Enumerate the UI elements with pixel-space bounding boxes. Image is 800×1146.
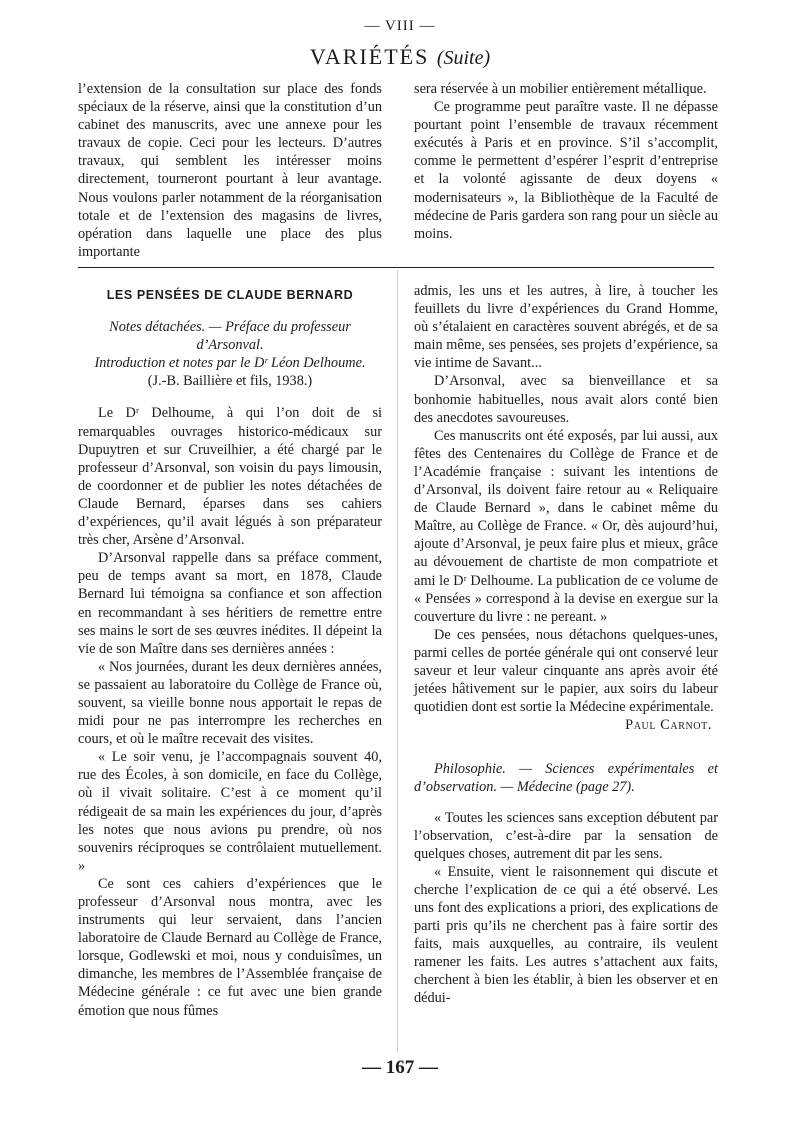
philosophy-reference: Philosophie. — Sciences expérimentales et d’observation. — Médecine (page 27). [414,761,718,796]
top-left-paragraph: l’extension de la consultation sur place des fonds spéciaux de la réserve, ainsi que la constitution d’un cabinet des manuscrits, avec une annexe pour les travaux de copie. Ceci pour les lecteurs. D’autres travaux, qui semblent les intéresser moins directement, tourneront pourtant à leur avantage. Nous voulons parler notamment de la réorganisation totale et de l’extension des magasins de livres, opération dans laquelle une place des plus importante [78,81,382,260]
top-left-column [78,80,382,261]
section-number: — VIII — [364,18,436,34]
title-suite: (Suite) [436,47,491,69]
article-paragraph: Ces manuscrits ont été exposés, par lui aussi, aux fêtes des Centenaires du Collège de France et de l’Académie française : suivant les intentions de d’Arsonval, ils doivent faire retour au « Reliquaire de Claude Bernard », dans le cabinet même du Maître, au Collège de France. « Or, dès aujourd’hui, ajoute d’Arsonval, je peux faire plus et mieux, grâce au dévouement de chartiste de mon compatriote et ami le Dʳ Delhoume. La publication de ce volume de « Pensées » correspond à la devise en exergue sur la couverture du livre : ne pereant. » [414,427,718,625]
article-paragraph: « Le soir venu, je l’accompagnais souvent 40, rue des Écoles, à son domicile, en face du Collège, où il vivait solitaire. C’est à ce moment qu’il rédigeait de sa main les expériences du jour, d’après les notes que nous avions pu prendre, où nos souvenirs réciproques se contrôlaient mutuellement. » [78,749,382,874]
column-rule [397,270,398,1052]
article-paragraph: admis, les uns et les autres, à lire, à toucher les feuillets du livre d’expériences du Grand Homme, où s’étalaient en caractères souvent abrégés, et de sa main même, ses pensées, ses projets d’expérience, sa vie intime de Savant... [414,283,718,372]
article-paragraph: D’Arsonval, avec sa bienveillance et sa bonhomie habituelles, nous avait alors conté bien des anecdotes savoureuses. [414,373,718,426]
article-paragraph: De ces pensées, nous détachons quelques-unes, parmi celles de portée générale qui ont conservé leur saveur et leur valeur cinquante ans après avoir été jetées hâtivement sur le papier, aux soirs du labeur quotidien dont est sortie la Médecine expérimentale. [414,626,718,716]
quote-paragraph: « Toutes les sciences sans exception débutent par l’observation, c’est-à-dire par la sensation de quelques choses, autrement dit par les sens. [414,809,718,862]
article-heading: LES PENSÉES DE CLAUDE BERNARD [106,288,354,302]
top-right-column [414,80,718,243]
reference-line-2: Introduction et notes par le Dʳ Léon Delhoume. [94,355,366,372]
author-signature: Paul Carnot. [625,717,712,734]
reference-line-1: Notes détachées. — Préface du professeur d’Arsonval. [109,319,351,354]
article-paragraph: « Nos journées, durant les deux dernières années, se passaient au laboratoire du Collège de France où, souvent, sa vieille bonne nous apportait le repas de midi pour ne pas interrompre les recherches en cours, et où le maître recevait des visites. [78,658,382,748]
article-left-column [78,282,382,1020]
page-number: — 167 — [362,1057,438,1078]
article-paragraph: Ce sont ces cahiers d’expériences que le professeur d’Arsonval nous montra, avec les instruments qui leur servaient, dans l’ancien laboratoire de Claude Bernard au Collège de France, lorsque, Godlewski et moi, nous y conduisîmes, un dimanche, les membres de l’Assemblée française de Médecine générale : ce fut avec une bien grande émotion que nous fûmes [78,875,382,1019]
article-paragraph: D’Arsonval rappelle dans sa préface comment, peu de temps avant sa mort, en 1878, Claude Bernard lui témoigna sa confiance et son affection en recommandant à ses héritiers de remettre entre ses mains le sort de ses œuvres inédites. Il dépeint la vie de son Maître dans ses dernières années : [78,550,382,657]
quote-paragraph: « Ensuite, vient le raisonnement qui discute et cherche l’explication de ce qui a été observé. Les uns font des explications a priori, des explications de parti pris qu’ils ne cherchent pas à faire sortir des faits, mais auxquelles, au contraire, ils veulent ramener les faits. Les autres s’attachent aux faits, cherchent à bien les établir, à bien les observer et en dédui- [414,863,718,1007]
section-divider [78,267,714,268]
article-paragraph: Le Dʳ Delhoume, à qui l’on doit de si remarquables ouvrages historico-médicaux sur Dupuytren et sur Cruveilhier, a été chargé par le professeur d’Arsonval, son voisin du pays limousin, de coordonner et de publier les notes détachées de Claude Bernard, éparses dans ses cahiers d’expériences, qu’il avait légués à son préparateur très cher, Arsène d’Arsonval. [78,405,382,549]
article-right-column [414,282,718,1008]
top-right-paragraph-2: Ce programme peut paraître vaste. Il ne dépasse pourtant point l’ensemble de travaux récemment exécutés à Paris et en province. S’il s’accomplit, comme le permettent d’espérer l’esprit d’entreprise et la volonté agissante de deux doyens « modernisateurs », la Bibliothèque de la Faculté de médecine de Paris gardera son rang pour un siècle au moins. [414,99,718,242]
title-main: VARIÉTÉS [309,44,430,69]
top-right-paragraph-1: sera réservée à un mobilier entièrement métallique. [414,81,707,97]
reference-line-3: (J.-B. Baillière et fils, 1938.) [147,373,313,390]
page-title [0,44,800,70]
